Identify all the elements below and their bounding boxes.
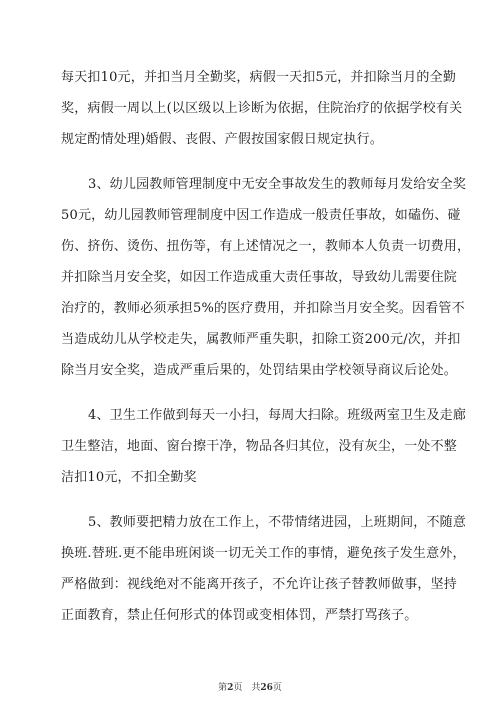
paragraph [61,169,471,386]
text-line: 3、幼儿园教师管理制度中无安全事故发生的教师每月发给安全奖 [88,177,467,192]
page-footer [0,680,500,693]
text-line: 当造成幼儿从学校走失，属教师严重失职，扣除工资200元/次，并扣 [61,332,461,347]
text-line: 治疗的，教师必须承担5%的医疗费用，并扣除当月安全奖。因看管不 [61,301,465,316]
text-line: 50元，幼儿园教师管理制度中因工作造成一般责任事故，如磕伤、碰 [61,208,461,223]
footer-prefix: 第 [218,683,228,693]
text-line: 规定酌情处理)婚假、丧假、产假按国家假日规定执行。 [61,132,384,147]
paragraph [61,507,467,631]
paragraph [61,62,463,155]
text-line: 换班.替班.更不能串班闲谈一切无关工作的事情，避免孩子发生意外， [61,546,466,561]
text-line: 严格做到：视线绝对不能离开孩子，不允许让孩子替教师做事，坚持 [61,577,458,592]
text-line: 正面教育，禁止任何形式的体罚或变相体罚，严禁打骂孩子。 [61,608,418,623]
text-line: 卫生整洁，地面、窗台擦干净，物品各归其位，没有灰尘，一处不整 [61,439,458,454]
footer-suffix: 页 [272,683,282,693]
text-line: 每天扣10元，并扣当月全勤奖，病假一天扣5元，并扣除当月的全勤 [61,70,457,85]
text-line: 5、教师要把精力放在工作上，不带情绪进园，上班期间，不随意 [88,515,467,530]
text-line: 奖，病假一周以上(以区级以上诊断为依据，住院治疗的依据学校有关 [61,101,463,116]
total-pages-number: 26 [260,683,273,693]
text-line: 洁扣10元，不扣全勤奖 [61,470,197,485]
text-line: 4、卫生工作做到每天一小扫，每周大扫除。班级两室卫生及走廊 [88,408,467,423]
document-body [61,62,471,631]
current-page-number: 2 [227,683,234,693]
text-line: 并扣除当月安全奖，如因工作造成重大责任事故，导致幼儿需要住院 [61,270,458,285]
footer-middle: 页 共 [233,683,261,693]
text-line: 除当月安全奖，造成严重后果的，处罚结果由学校领导商议后论处。 [61,363,458,378]
paragraph [61,400,467,493]
text-line: 伤、挤伤、烫伤、扭伤等，有上述情况之一，教师本人负责一切费用， [61,239,471,254]
